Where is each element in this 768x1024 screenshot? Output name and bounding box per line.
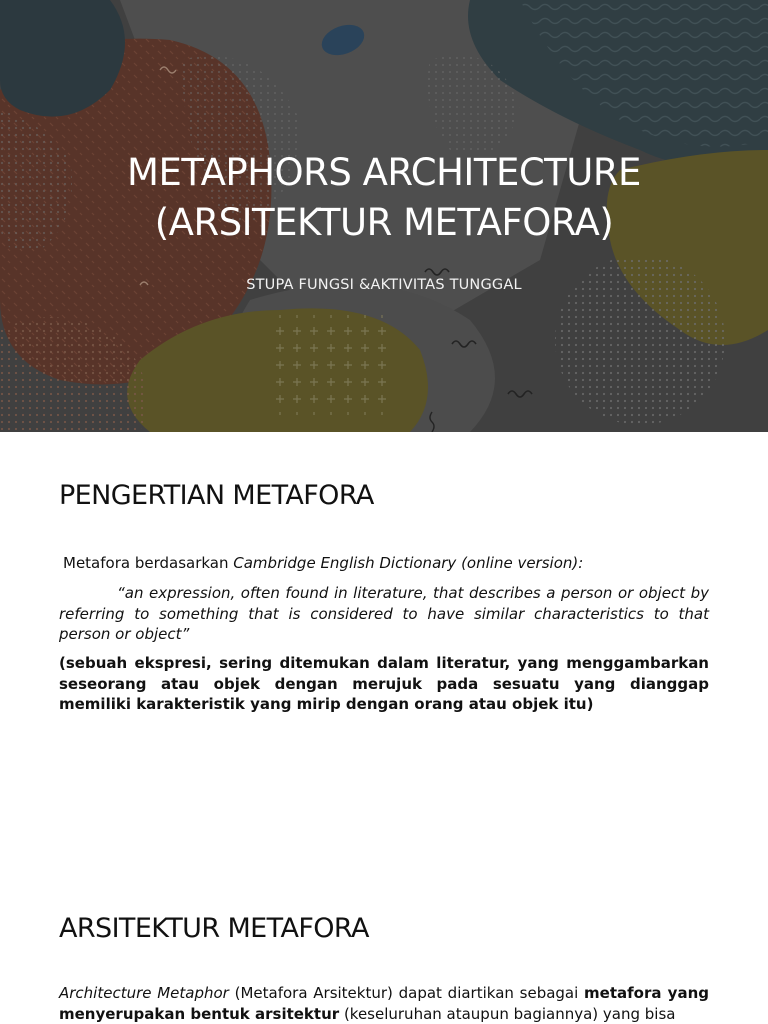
presentation-subtitle: STUPA FUNGSI &AKTIVITAS TUNGGAL [246,277,522,293]
definition-bold: metafora yang menyerupakan bentuk arsitektur [59,984,709,1023]
title-line-1: METAPHORS ARCHITECTURE [127,151,641,194]
section-heading-pengertian: PENGERTIAN METAFORA [59,480,374,511]
definition-text-a: (Metafora Arsitektur) dapat diartikan sebagai [228,984,585,1002]
term-architecture-metaphor: Architecture Metaphor [59,984,229,1002]
content-slide [0,432,768,1024]
section-heading-arsitektur: ARSITEKTUR METAFORA [59,913,369,944]
indonesian-translation: (sebuah ekspresi, sering ditemukan dalam literatur, yang menggambarkan seseorang atau objek dengan merujuk pada sesuatu yang dianggap memiliki karakteristik yang mirip dengan orang atau objek itu) [59,654,709,713]
title-slide [0,0,768,432]
presentation-title [0,148,768,248]
intro-prefix: Metafora berdasarkan [63,554,234,572]
dictionary-source: Cambridge English Dictionary (online version): [233,554,584,572]
intro-paragraph [63,553,713,574]
english-quote: “an expression, often found in literature, that describes a person or object by referring to something that is considered to have similar characteristics to that person or object” [59,584,709,643]
definition-text-b: (keseluruhan ataupun bagiannya) yang bisa [339,1004,676,1023]
title-line-2: (ARSITEKTUR METAFORA) [154,201,614,244]
definition-paragraph [59,983,709,1024]
